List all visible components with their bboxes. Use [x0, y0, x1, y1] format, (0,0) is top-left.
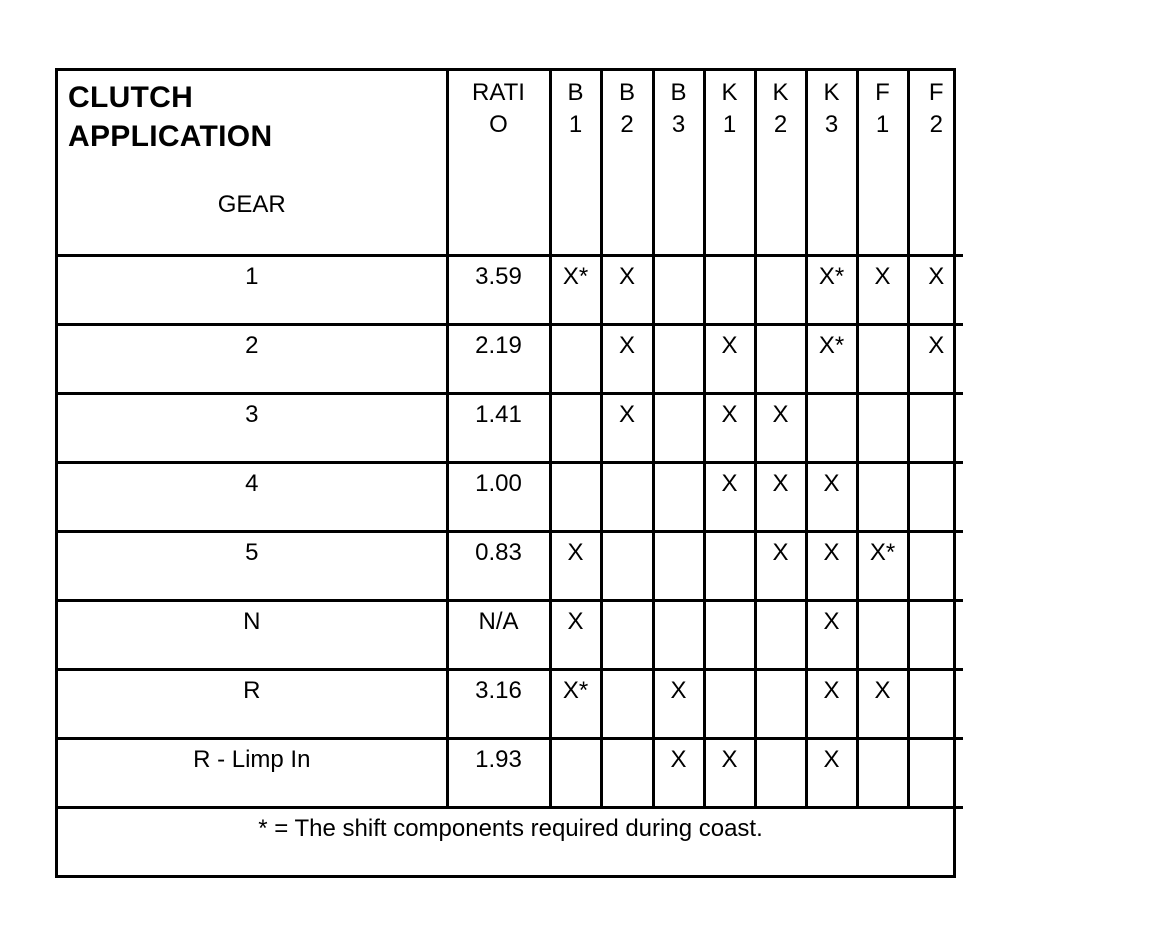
application-mark: X [874, 262, 891, 290]
application-mark [910, 602, 964, 608]
application-cell [755, 669, 806, 738]
application-cell [806, 600, 857, 669]
application-mark: X* [562, 676, 589, 704]
gear-cell [58, 462, 447, 531]
component-header-number: 1 [875, 111, 890, 138]
application-cell [653, 393, 704, 462]
component-header-f2 [908, 71, 963, 255]
application-mark [757, 257, 805, 263]
gear-value: N [243, 607, 261, 635]
application-mark [757, 740, 805, 746]
component-header-letter: F [928, 79, 944, 106]
component-header-number: 2 [773, 111, 788, 138]
gear-column-header: GEAR [217, 191, 286, 218]
gear-value: 5 [245, 538, 259, 566]
application-cell [550, 462, 601, 531]
application-cell [704, 600, 755, 669]
gear-row [58, 255, 963, 324]
gear-row [58, 462, 963, 531]
application-cell [908, 393, 963, 462]
gear-row [58, 324, 963, 393]
application-mark [706, 671, 754, 677]
application-cell [857, 531, 908, 600]
gear-row [58, 531, 963, 600]
application-cell [601, 600, 653, 669]
application-cell [806, 255, 857, 324]
application-mark: X [772, 469, 789, 497]
application-mark [552, 395, 600, 401]
application-cell [653, 255, 704, 324]
application-mark: X [772, 400, 789, 428]
component-header-number: 3 [671, 111, 686, 138]
application-mark [757, 326, 805, 332]
application-cell [908, 600, 963, 669]
application-mark [859, 326, 907, 332]
ratio-cell [447, 393, 550, 462]
application-mark [859, 395, 907, 401]
ratio-cell [447, 255, 550, 324]
application-mark [910, 740, 964, 746]
application-cell [550, 255, 601, 324]
clutch-application-table-container [55, 68, 956, 878]
component-header-letter: K [721, 79, 738, 106]
gear-cell [58, 738, 447, 807]
gear-value: R [243, 676, 261, 704]
gear-row [58, 738, 963, 807]
application-mark [603, 533, 652, 539]
gear-row [58, 600, 963, 669]
application-cell [653, 324, 704, 393]
application-cell [704, 531, 755, 600]
application-cell [806, 393, 857, 462]
application-mark: X [874, 676, 891, 704]
application-cell [755, 738, 806, 807]
application-mark [552, 740, 600, 746]
application-mark [655, 395, 703, 401]
application-mark: X [721, 400, 738, 428]
application-cell [601, 324, 653, 393]
application-cell [755, 255, 806, 324]
application-mark [655, 257, 703, 263]
component-header-b3 [653, 71, 704, 255]
application-cell [601, 462, 653, 531]
application-mark [859, 464, 907, 470]
application-cell [755, 462, 806, 531]
ratio-value: N/A [478, 607, 519, 635]
application-cell [857, 255, 908, 324]
application-cell [755, 393, 806, 462]
ratio-header-line-2: O [489, 111, 508, 138]
ratio-cell [447, 324, 550, 393]
application-mark [808, 395, 856, 401]
application-cell [755, 531, 806, 600]
gear-value: R - Limp In [193, 745, 311, 773]
gear-value: 3 [245, 400, 259, 428]
application-cell [550, 600, 601, 669]
application-mark: X [567, 538, 584, 566]
gear-cell [58, 531, 447, 600]
application-cell [653, 669, 704, 738]
table-title-line-2: APPLICATION [68, 120, 273, 153]
application-cell [806, 324, 857, 393]
application-mark [910, 671, 964, 677]
component-header-letter: F [875, 79, 890, 106]
application-cell [806, 531, 857, 600]
component-header-k2 [755, 71, 806, 255]
application-mark: X [618, 400, 635, 428]
ratio-cell [447, 600, 550, 669]
application-mark: X* [818, 331, 845, 359]
application-cell [908, 324, 963, 393]
application-mark: X* [818, 262, 845, 290]
application-cell [857, 324, 908, 393]
component-header-number: 1 [722, 111, 737, 138]
component-header-k1 [704, 71, 755, 255]
application-mark [552, 464, 600, 470]
application-cell [755, 324, 806, 393]
component-header-letter: B [567, 79, 584, 106]
application-cell [908, 738, 963, 807]
application-cell [704, 255, 755, 324]
application-mark: X [823, 676, 840, 704]
ratio-cell [447, 669, 550, 738]
application-cell [550, 324, 601, 393]
application-cell [857, 738, 908, 807]
application-cell [857, 462, 908, 531]
application-mark [910, 533, 964, 539]
title-header-cell [58, 71, 447, 255]
application-cell [601, 255, 653, 324]
gear-value: 1 [245, 262, 259, 290]
application-mark [910, 395, 964, 401]
footnote-text: * = The shift components required during coast. [258, 814, 763, 842]
ratio-column-header [447, 71, 550, 255]
application-mark [603, 671, 652, 677]
application-mark: X [618, 331, 635, 359]
component-header-letter: K [823, 79, 840, 106]
application-cell [857, 600, 908, 669]
application-mark: X [721, 331, 738, 359]
application-cell [908, 669, 963, 738]
application-mark [910, 464, 964, 470]
ratio-cell [447, 531, 550, 600]
application-mark [757, 671, 805, 677]
application-mark: X [823, 538, 840, 566]
application-cell [601, 669, 653, 738]
application-mark [859, 602, 907, 608]
application-cell [857, 669, 908, 738]
application-mark: X [823, 745, 840, 773]
application-mark: X* [869, 538, 896, 566]
component-header-number: 2 [620, 111, 634, 138]
ratio-value: 1.00 [475, 469, 522, 497]
application-cell [806, 738, 857, 807]
application-cell [550, 531, 601, 600]
component-header-number: 3 [824, 111, 839, 138]
application-mark: X [721, 469, 738, 497]
header-row [58, 71, 963, 255]
gear-value: 2 [245, 331, 259, 359]
application-mark [706, 257, 754, 263]
application-mark: X* [562, 262, 589, 290]
application-cell [653, 531, 704, 600]
application-cell [653, 738, 704, 807]
application-mark: X [670, 745, 687, 773]
application-cell [601, 531, 653, 600]
application-cell [806, 462, 857, 531]
application-cell [550, 393, 601, 462]
application-mark [655, 464, 703, 470]
gear-cell [58, 255, 447, 324]
application-mark [757, 602, 805, 608]
ratio-value: 2.19 [475, 331, 522, 359]
gear-row [58, 669, 963, 738]
ratio-cell [447, 738, 550, 807]
gear-cell [58, 324, 447, 393]
gear-value: 4 [245, 469, 259, 497]
application-cell [908, 531, 963, 600]
application-cell [704, 669, 755, 738]
ratio-value: 3.16 [475, 676, 522, 704]
application-mark: X [823, 469, 840, 497]
application-cell [601, 738, 653, 807]
application-mark [655, 602, 703, 608]
application-cell [908, 462, 963, 531]
application-mark: X [721, 745, 738, 773]
ratio-cell [447, 462, 550, 531]
gear-cell [58, 669, 447, 738]
application-mark [603, 602, 652, 608]
application-mark: X [928, 262, 945, 290]
footnote-row [58, 807, 963, 879]
application-cell [704, 393, 755, 462]
application-cell [653, 600, 704, 669]
application-cell [806, 669, 857, 738]
ratio-header-line-1: RATI [472, 79, 525, 106]
application-mark [603, 740, 652, 746]
clutch-application-table [58, 71, 963, 879]
application-cell [550, 738, 601, 807]
application-mark [603, 464, 652, 470]
application-mark: X [618, 262, 635, 290]
component-header-number: 1 [568, 111, 583, 138]
ratio-value: 1.41 [475, 400, 522, 428]
application-cell [704, 738, 755, 807]
ratio-value: 3.59 [475, 262, 522, 290]
gear-cell [58, 393, 447, 462]
gear-row [58, 393, 963, 462]
application-mark: X [772, 538, 789, 566]
component-header-number: 2 [929, 111, 943, 138]
application-cell [653, 462, 704, 531]
application-mark: X [670, 676, 687, 704]
component-header-b1 [550, 71, 601, 255]
component-header-letter: K [772, 79, 789, 106]
application-mark: X [928, 331, 945, 359]
application-mark [655, 326, 703, 332]
component-header-k3 [806, 71, 857, 255]
application-mark [655, 533, 703, 539]
application-mark [552, 326, 600, 332]
application-cell [550, 669, 601, 738]
application-cell [601, 393, 653, 462]
gear-cell [58, 600, 447, 669]
component-header-b2 [601, 71, 653, 255]
application-cell [857, 393, 908, 462]
application-mark: X [823, 607, 840, 635]
footnote-cell [58, 807, 963, 879]
ratio-value: 1.93 [475, 745, 522, 773]
application-mark [706, 602, 754, 608]
component-header-letter: B [670, 79, 687, 106]
application-cell [704, 462, 755, 531]
application-mark: X [567, 607, 584, 635]
application-cell [755, 600, 806, 669]
application-mark [706, 533, 754, 539]
component-header-letter: B [618, 79, 635, 106]
application-cell [704, 324, 755, 393]
application-cell [908, 255, 963, 324]
table-title-line-1: CLUTCH [68, 81, 194, 114]
ratio-value: 0.83 [475, 538, 522, 566]
application-mark [859, 740, 907, 746]
component-header-f1 [857, 71, 908, 255]
